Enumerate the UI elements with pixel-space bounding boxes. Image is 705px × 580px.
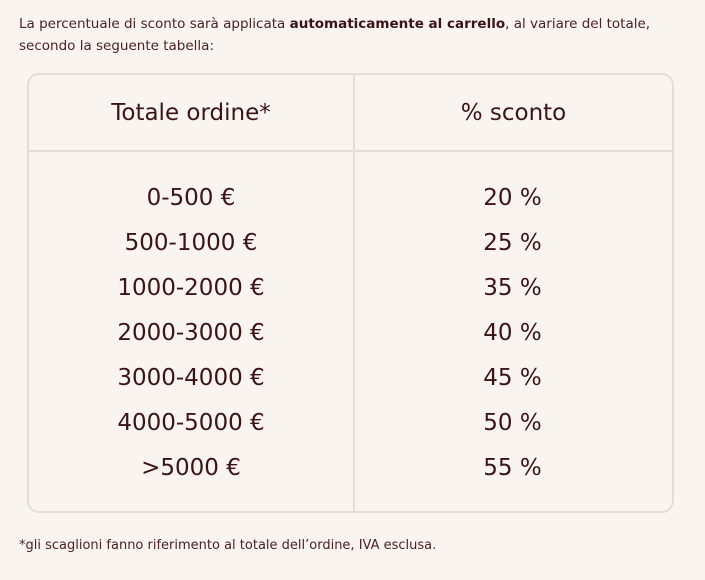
table-row <box>29 355 672 400</box>
header-divider <box>29 150 672 152</box>
table-row <box>29 445 672 490</box>
order-total-cell: 4000-5000 € <box>117 409 265 436</box>
discount-cell: 35 % <box>483 274 542 301</box>
order-total-cell: 3000-4000 € <box>117 364 265 391</box>
discount-cell: 25 % <box>483 229 542 256</box>
order-total-cell: 2000-3000 € <box>117 319 265 346</box>
intro-paragraph <box>19 13 689 57</box>
order-total-cell: 0-500 € <box>146 184 236 211</box>
discount-table <box>27 73 674 513</box>
discount-cell: 50 % <box>483 409 542 436</box>
table-row <box>29 175 672 220</box>
intro-text-start: La percentuale di sconto sarà applicata <box>19 16 290 32</box>
discount-cell: 55 % <box>483 454 542 481</box>
table-body <box>29 175 672 490</box>
header-discount: % sconto <box>460 99 567 126</box>
table-row <box>29 220 672 265</box>
order-total-cell: 500-1000 € <box>124 229 258 256</box>
table-row <box>29 265 672 310</box>
discount-cell: 45 % <box>483 364 542 391</box>
discount-cell: 20 % <box>483 184 542 211</box>
order-total-cell: 1000-2000 € <box>117 274 265 301</box>
header-order-total: Totale ordine* <box>111 99 271 126</box>
discount-cell: 40 % <box>483 319 542 346</box>
intro-text-end: , al variare del totale, secondo la seguente tabella: <box>19 16 651 54</box>
table-row <box>29 310 672 355</box>
table-row <box>29 400 672 445</box>
intro-text-bold: automaticamente al carrello <box>289 16 506 32</box>
order-total-cell: >5000 € <box>141 454 241 481</box>
footnote: *gli scaglioni fanno riferimento al totale dell’ordine, IVA esclusa. <box>19 538 437 553</box>
